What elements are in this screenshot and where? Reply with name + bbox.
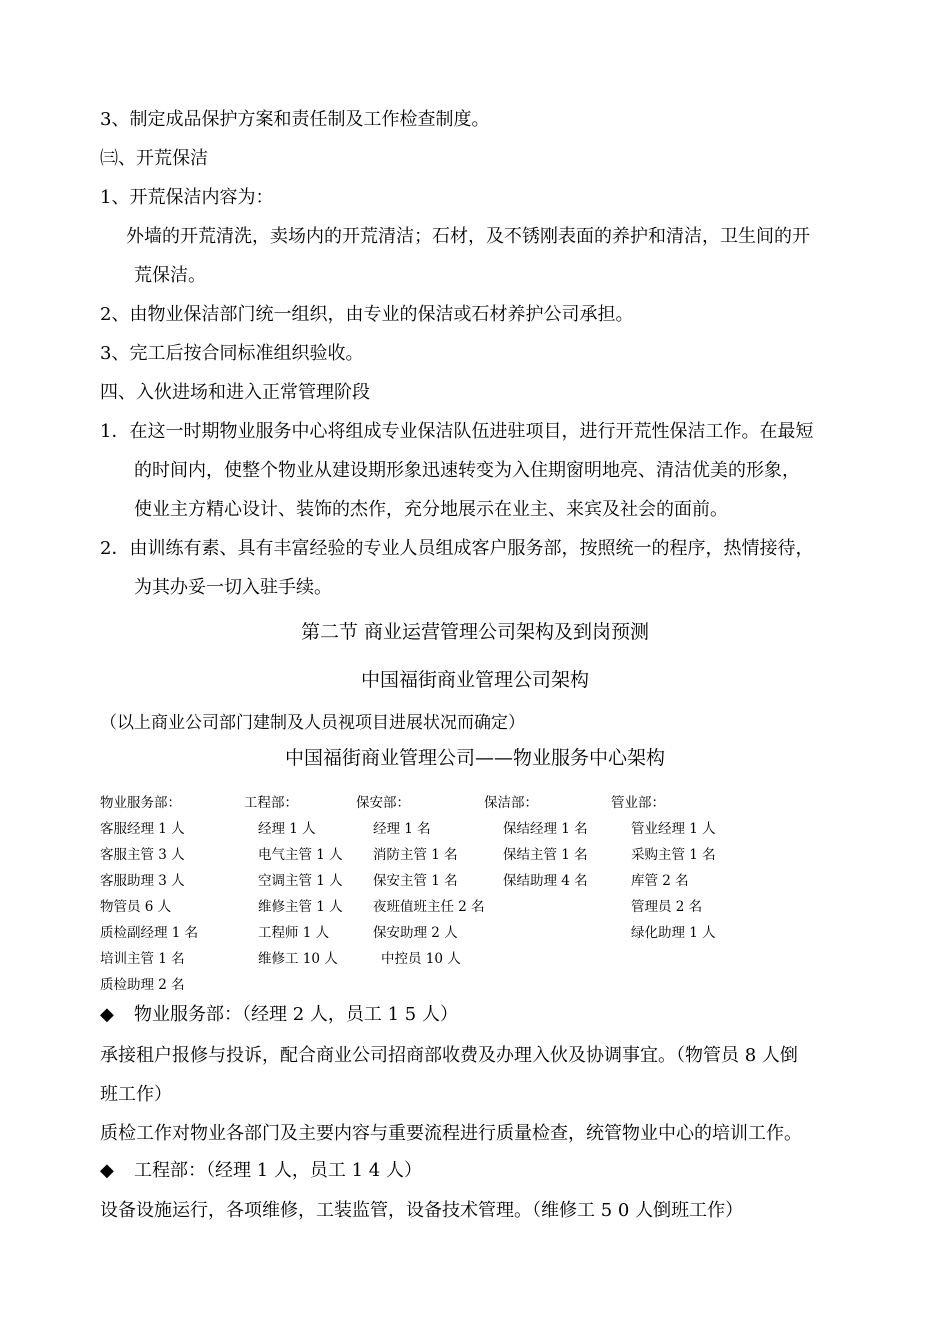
paragraph: 设备设施运行，各项维修，工装监管，设备技术管理。（维修工 5 0 人倒班工作）: [100, 1200, 744, 1221]
list-item: 经理 1 人: [258, 821, 316, 837]
org-column-guanye: [611, 790, 716, 946]
bullet-text: 物业服务部：（经理 2 人，员工 1 5 人）: [134, 1004, 458, 1025]
list-item: 客服经理 1 人: [100, 821, 185, 837]
paragraph: 1．在这一时期物业服务中心将组成专业保洁队伍进驻项目，进行开荒性保洁工作。在最短: [100, 421, 814, 442]
paragraph: 3、制定成品保护方案和责任制及工作检查制度。: [100, 109, 490, 130]
center-title: 中国福街商业管理公司——物业服务中心架构: [284, 747, 665, 769]
paragraph: 为其办妥一切入驻手续。: [134, 577, 332, 598]
list-item: 保结经理 1 名: [503, 821, 588, 837]
heading-si: 四、入伙进场和进入正常管理阶段: [100, 382, 370, 403]
heading-kaihuang: ㈢、开荒保洁: [100, 148, 208, 169]
list-item: 管理员 2 名: [631, 899, 703, 915]
paragraph: 使业主方精心设计、装饰的杰作，充分地展示在业主、来宾及社会的面前。: [134, 499, 728, 520]
paragraph: 班工作）: [100, 1084, 172, 1105]
bullet-text: 工程部：（经理 1 人，员工 1 4 人）: [134, 1160, 422, 1181]
bullet-gongcheng: [100, 1159, 422, 1183]
paragraph: 外墙的开荒清洗，卖场内的开荒清洁；石材，及不锈刚表面的养护和清洁，卫生间的开: [126, 226, 810, 247]
list-item: 经理 1 名: [373, 821, 431, 837]
paragraph: 3、完工后按合同标准组织验收。: [100, 343, 364, 364]
diamond-bullet-icon: ◆: [100, 1160, 114, 1181]
org-column-baoan: [356, 790, 485, 972]
list-item: 培训主管 1 名: [100, 951, 185, 967]
list-item: 保安主管 1 名: [373, 873, 458, 889]
list-item: 绿化助理 1 人: [631, 925, 716, 941]
list-item: 消防主管 1 名: [373, 847, 458, 863]
list-item: 工程师 1 人: [258, 925, 330, 941]
list-item: 质检助理 2 名: [100, 977, 185, 993]
list-item: 空调主管 1 人: [258, 873, 343, 889]
list-item: 采购主管 1 名: [631, 847, 716, 863]
list-item: 中控员 10 人: [381, 951, 461, 967]
paragraph: 承接租户报修与投诉，配合商业公司招商部收费及办理入伙及协调事宜。（物管员 8 人倒: [100, 1045, 798, 1066]
list-item: 管业经理 1 人: [631, 821, 716, 837]
org-column-baojie: [484, 790, 588, 894]
list-item: 客服主管 3 人: [100, 847, 185, 863]
list-item: 保安助理 2 人: [373, 925, 458, 941]
paragraph: 的时间内，使整个物业从建设期形象迅速转变为入住期窗明地亮、清洁优美的形象，: [134, 460, 800, 481]
paragraph: 荒保洁。: [134, 265, 206, 286]
org-title: 中国福街商业管理公司架构: [360, 669, 589, 691]
list-item: 保结主管 1 名: [503, 847, 588, 863]
bullet-wuye: [100, 1003, 458, 1027]
list-item: 夜班值班主任 2 名: [373, 899, 485, 915]
paragraph: 质检工作对物业各部门及主要内容与重要流程进行质量检查，统管物业中心的培训工作。: [100, 1123, 802, 1144]
list-item: 物管员 6 人: [100, 899, 172, 915]
list-item: 维修主管 1 人: [258, 899, 343, 915]
column-header: 工程部：: [244, 795, 298, 811]
org-column-gongcheng: [244, 790, 343, 972]
org-column-wuye: [100, 790, 198, 998]
list-item: 电气主管 1 人: [258, 847, 343, 863]
column-header: 物业服务部：: [100, 795, 181, 811]
org-note: （以上商业公司部门建制及人员视项目进展状况而确定）: [100, 713, 525, 733]
paragraph: 2．由训练有素、具有丰富经验的专业人员组成客户服务部，按照统一的程序，热情接待，: [100, 538, 814, 559]
list-item: 保结助理 4 名: [503, 873, 588, 889]
section-title: 第二节 商业运营管理公司架构及到岗预测: [300, 621, 650, 643]
list-item: 维修工 10 人: [258, 951, 338, 967]
paragraph: 2、由物业保洁部门统一组织，由专业的保洁或石材养护公司承担。: [100, 304, 634, 325]
list-item: 质检副经理 1 名: [100, 925, 199, 941]
paragraph: 1、开荒保洁内容为：: [100, 187, 274, 208]
diamond-bullet-icon: ◆: [100, 1004, 114, 1025]
list-item: 库管 2 名: [631, 873, 689, 889]
column-header: 保安部：: [356, 795, 410, 811]
list-item: 客服助理 3 人: [100, 873, 185, 889]
column-header: 管业部：: [611, 795, 665, 811]
column-header: 保洁部：: [484, 795, 538, 811]
